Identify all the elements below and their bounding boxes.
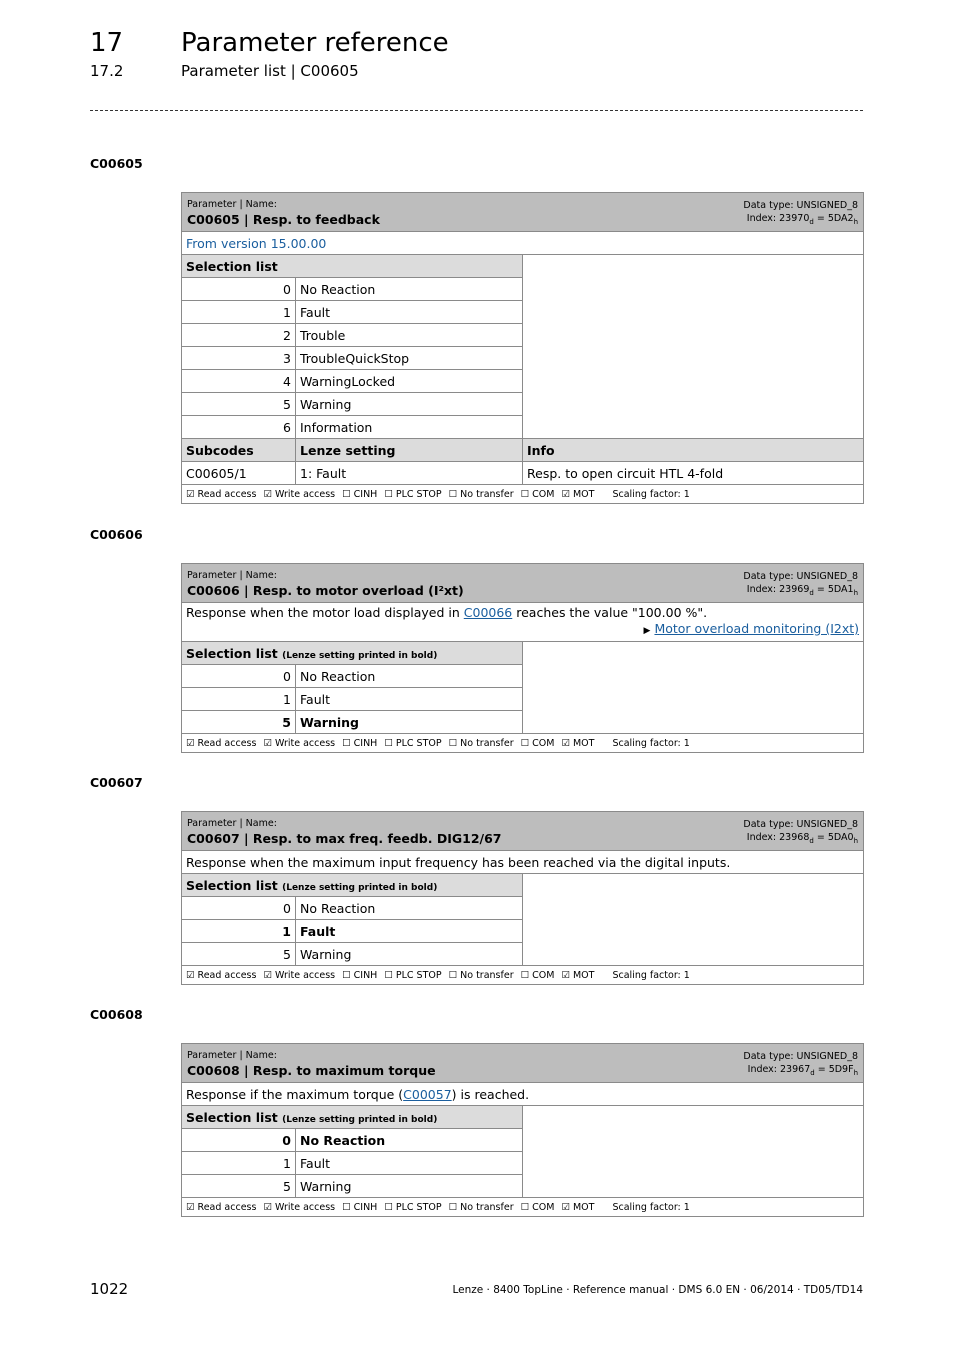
blank-cell (523, 642, 864, 734)
blank-cell (523, 1106, 864, 1198)
blank-cell (523, 874, 864, 966)
param-name-label: Parameter | Name: (187, 1050, 277, 1061)
link-motor-overload[interactable]: Motor overload monitoring (I2xt) (654, 621, 860, 636)
chapter-number: 17 (90, 28, 124, 58)
option-row: 5 Warning (182, 393, 864, 416)
link-c00057[interactable]: C00057 (403, 1086, 452, 1102)
option-row: 0 No Reaction (182, 897, 864, 920)
arrow-right-icon: ▶ (643, 626, 651, 636)
access-flags: ☑ Read access ☑ Write access ☐ CINH ☐ PLC STOP ☐ No transfer ☐ COM ☑ MOT Scaling factor: 1 (182, 1198, 864, 1217)
selection-list-header: Selection list (182, 255, 523, 278)
section-title: Parameter list | C00605 (181, 62, 359, 80)
description: Response if the maximum torque (C00057) is reached. (182, 1083, 864, 1106)
param-name-label: Parameter | Name: (187, 199, 277, 210)
option-row-default: 1 Fault (182, 920, 864, 943)
datatype-info: Data type: UNSIGNED_8 Index: $23967_d = 5D9F_h$ (743, 1051, 859, 1077)
subcode-row: C00605/1 1: Fault Resp. to open circuit HTL 4-fold (182, 462, 864, 485)
datatype-info: Data type: UNSIGNED_8 Index: $23969_d = 5DA1_h$ (743, 571, 859, 597)
selection-list-header: Selection list (Lenze setting printed in bold) (182, 642, 523, 665)
blank-cell (523, 255, 864, 439)
option-row: 3 TroubleQuickStop (182, 347, 864, 370)
heading-c00605: C00605 (90, 156, 143, 171)
option-row: 6 Information (182, 416, 864, 439)
access-flags: ☑ Read access ☑ Write access ☐ CINH ☐ PLC STOP ☐ No transfer ☐ COM ☑ MOT Scaling factor: 1 (182, 734, 864, 753)
version-note: From version 15.00.00 (182, 232, 864, 255)
param-name-label: Parameter | Name: (187, 570, 277, 581)
access-flags: ☑ Read access ☑ Write access ☐ CINH ☐ PLC STOP ☐ No transfer ☐ COM ☑ MOT Scaling factor: 1 (182, 485, 864, 504)
section-number: 17.2 (90, 62, 124, 80)
datatype-info: Data type: UNSIGNED_8 Index: $23968_d = 5DA0_h$ (743, 819, 859, 845)
param-name: C00608 | Resp. to maximum torque (187, 1063, 436, 1078)
heading-c00608: C00608 (90, 1007, 143, 1022)
option-row: 1 Fault (182, 1152, 864, 1175)
header-divider (90, 110, 863, 111)
param-table-c00608 (181, 1043, 864, 1217)
param-table-c00607 (181, 811, 864, 985)
option-row-default: 5 Warning (182, 711, 864, 734)
param-name-label: Parameter | Name: (187, 818, 277, 829)
heading-c00606: C00606 (90, 527, 143, 542)
document-info: Lenze · 8400 TopLine · Reference manual · DMS 6.0 EN · 06/2014 · TD05/TD14 (452, 1284, 863, 1296)
option-row: 0 No Reaction (182, 665, 864, 688)
datatype-info: Data type: UNSIGNED_8 Index: $23970_d = 5DA2_h$ (743, 200, 859, 226)
description: Response when the maximum input frequency has been reached via the digital inputs. (182, 851, 864, 874)
link-c00066[interactable]: C00066 (463, 605, 513, 620)
param-name: C00607 | Resp. to max freq. feedb. DIG12/67 (187, 831, 502, 846)
option-row: 1 Fault (182, 301, 864, 324)
chapter-title: Parameter reference (181, 28, 449, 58)
param-table-c00605 (181, 192, 864, 504)
option-row-default: 0 No Reaction (182, 1129, 864, 1152)
option-row: 1 Fault (182, 688, 864, 711)
subcodes-header: Subcodes Lenze setting Info (182, 439, 864, 462)
option-row: 5 Warning (182, 1175, 864, 1198)
option-row: 4 WarningLocked (182, 370, 864, 393)
heading-c00607: C00607 (90, 775, 143, 790)
option-row: 2 Trouble (182, 324, 864, 347)
param-table-c00606 (181, 563, 864, 753)
option-row: 0 No Reaction (182, 278, 864, 301)
page-number: 1022 (90, 1280, 129, 1298)
description: Response when the motor load displayed in C00066 reaches the value "100.00 %". ▶ Motor overload monitoring (I2xt) (182, 603, 864, 642)
selection-list-header: Selection list (Lenze setting printed in bold) (182, 1106, 523, 1129)
param-name: C00605 | Resp. to feedback (187, 212, 380, 227)
access-flags: ☑ Read access ☑ Write access ☐ CINH ☐ PLC STOP ☐ No transfer ☐ COM ☑ MOT Scaling factor: 1 (182, 966, 864, 985)
option-row: 5 Warning (182, 943, 864, 966)
param-name: C00606 | Resp. to motor overload (I²xt) (187, 583, 464, 598)
selection-list-header: Selection list (Lenze setting printed in bold) (182, 874, 523, 897)
